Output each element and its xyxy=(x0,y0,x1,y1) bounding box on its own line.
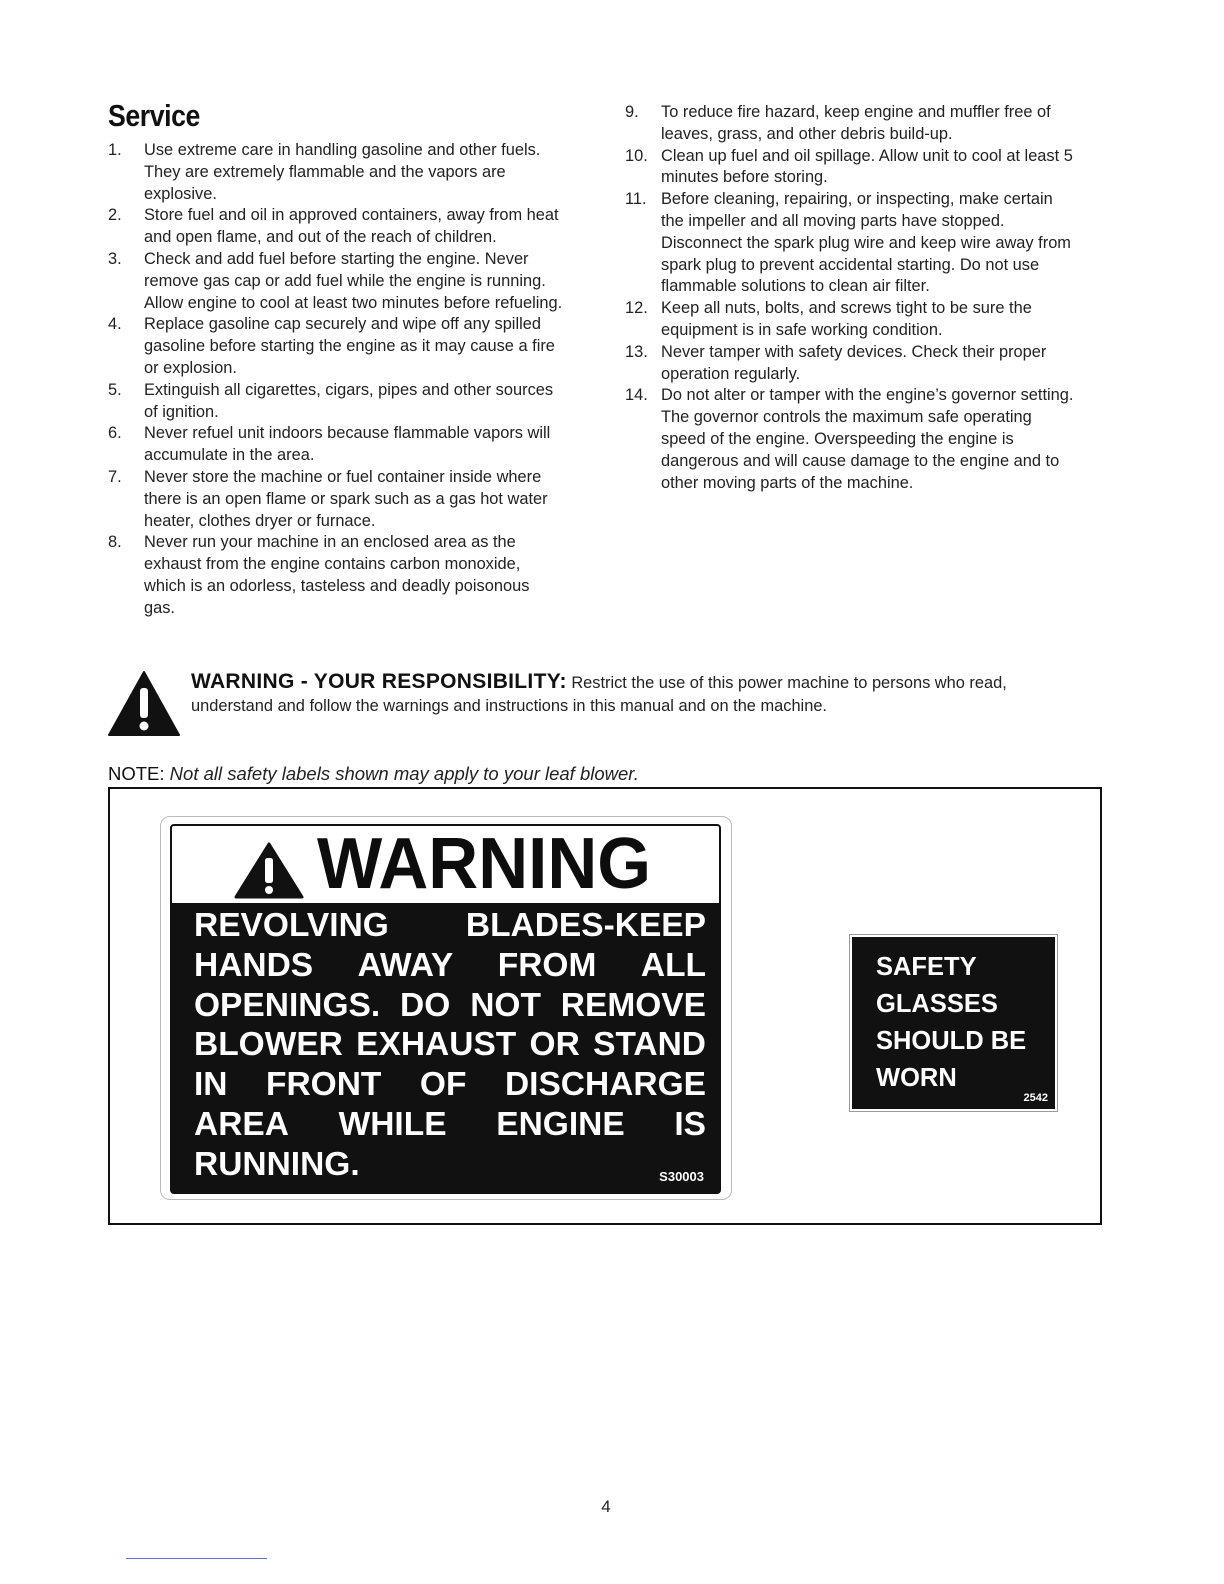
decal-line: OPENINGS. DO NOT REMOVE xyxy=(194,986,706,1024)
warning-decal xyxy=(170,824,721,1194)
footer-link-underline[interactable] xyxy=(126,1558,267,1559)
warning-decal-code: S30003 xyxy=(659,1169,704,1184)
note-text: Not all safety labels shown may apply to your leaf blower. xyxy=(169,763,639,784)
list-item: 6. Never refuel unit indoors because flammable vapors will accumulate in the area. xyxy=(108,424,551,465)
list-item: 10. Clean up fuel and oil spillage. Allow unit to cool at least 5 minutes before storing. xyxy=(625,146,1073,187)
warning-decal-title: WARNING xyxy=(316,824,651,904)
decal-line: RUNNING. xyxy=(194,1145,360,1183)
note xyxy=(108,763,639,785)
warning-triangle-icon xyxy=(108,670,180,736)
list-item: 2. Store fuel and oil in approved containers, away from heat and open flame, and out of the reach of children. xyxy=(108,206,559,247)
section-title: Service xyxy=(108,98,200,133)
list-item: 13. Never tamper with safety devices. Check their proper operation regularly. xyxy=(625,342,1047,383)
list-item: 3. Check and add fuel before starting the engine. Never remove gas cap or add fuel while the engine is running. Allow engine to cool at least two minutes before refueling. xyxy=(108,249,563,312)
decal-line: IN FRONT OF DISCHARGE xyxy=(194,1066,706,1104)
list-item: 8. Never run your machine in an enclosed area as the exhaust from the engine contains carbon monoxide, which is an odorless, tasteless and deadly poisonous gas. xyxy=(108,533,530,617)
service-list-right xyxy=(625,102,1110,494)
warning-triangle-icon xyxy=(234,841,304,899)
decal-line: HANDS AWAY FROM ALL xyxy=(194,946,706,984)
decal-line: AREA WHILE ENGINE IS xyxy=(194,1105,706,1143)
list-item: 12. Keep all nuts, bolts, and screws tight to be sure the equipment is in safe working condition. xyxy=(625,299,1032,339)
service-list-left xyxy=(108,140,593,620)
safety-labels-panel xyxy=(108,787,1102,1225)
warning-heading: WARNING - YOUR RESPONSIBILITY: xyxy=(191,670,567,693)
list-item: 4. Replace gasoline cap securely and wipe off any spilled gasoline before starting the engine as it may cause a fire or explosion. xyxy=(108,315,555,377)
list-item: 11. Before cleaning, repairing, or inspecting, make certain the impeller and all moving parts have stopped. Disconnect the spark plug wire and keep wire away from spark plug to prevent accidental starting. Do not use flammable solutions to clean air filter. xyxy=(625,190,1071,296)
responsibility-warning xyxy=(108,670,1108,736)
note-label: NOTE: xyxy=(108,763,165,784)
safety-glasses-decal xyxy=(852,937,1055,1109)
list-item: 5. Extinguish all cigarettes, cigars, pipes and other sources of ignition. xyxy=(108,380,554,421)
warning-decal-header xyxy=(172,826,719,903)
glasses-decal-code: 2542 xyxy=(1023,1092,1048,1104)
list-item: 1. Use extreme care in handling gasoline and other fuels. They are extremely flammable and the vapors are explosive. xyxy=(108,141,541,203)
decal-line: BLOWER EXHAUST OR STAND xyxy=(194,1026,706,1064)
warning-body-line1: Restrict the use of this power machine to persons who read, xyxy=(571,674,1007,692)
decal-line: REVOLVING BLADES-KEEP xyxy=(194,907,706,944)
warning-decal-body xyxy=(194,906,706,1185)
warning-text xyxy=(191,670,1096,718)
glasses-decal-text: SAFETY GLASSES SHOULD BE WORN xyxy=(876,953,1027,1092)
list-item: 9. To reduce fire hazard, keep engine and muffler free of leaves, grass, and other debris build-up. xyxy=(625,103,1051,143)
list-item: 7. Never store the machine or fuel container inside where there is an open flame or spark such as a gas hot water heater, clothes dryer or furnace. xyxy=(108,467,548,530)
list-item: 14. Do not alter or tamper with the engine’s governor setting. The governor controls the maximum safe operating speed of the engine. Overspeeding the engine is dangerous and will cause damage to the engine and to other moving parts of the machine. xyxy=(625,386,1074,492)
warning-body-line2: understand and follow the warnings and instructions in this manual and on the machine. xyxy=(191,697,827,715)
page-number: 4 xyxy=(601,1497,611,1516)
